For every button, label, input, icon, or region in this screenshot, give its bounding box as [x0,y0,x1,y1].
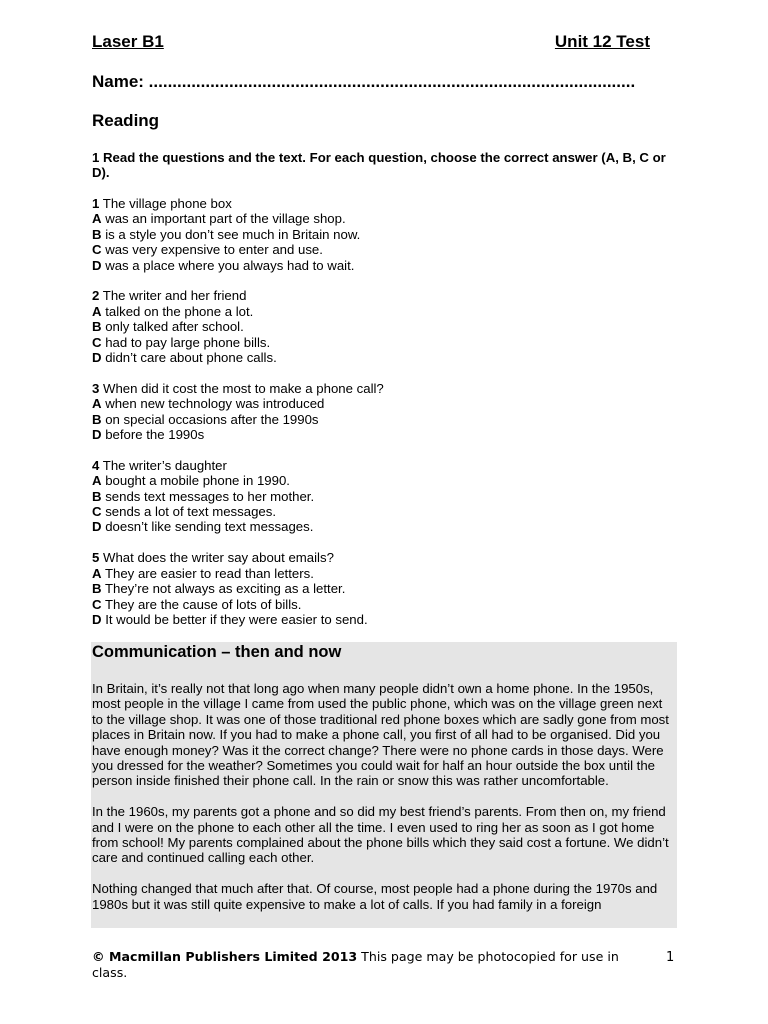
passage-paragraph: In the 1960s, my parents got a phone and so did my best friend’s parents. From then on, my friend and I were on the phone to each other all the time. I even used to ring her as soon as I got home from school! My parents complained about the phone bills which they said cost a fortune. We didn’t care and continued calling each other. [92,804,669,866]
question-number: 1 [92,196,100,211]
option-text: was an important part of the village shop. [101,211,346,227]
option-text: sends text messages to her mother. [101,488,315,504]
question-stem [92,550,684,565]
answer-option [92,258,684,273]
option-letter: A [92,303,102,319]
question-stem [92,288,684,303]
option-text: is a style you don’t see much in Britain now. [101,226,361,242]
answer-option [92,335,684,350]
question-stem [92,458,684,473]
option-letter: A [92,565,102,581]
question-list [92,196,684,643]
question-stem [92,381,684,396]
question-text: When did it cost the most to make a phone call? [99,380,384,396]
option-letter: B [92,411,102,427]
unit-title: Unit 12 Test [554,32,650,51]
option-text: on special occasions after the 1990s [101,411,319,427]
question-item [92,196,684,273]
option-letter: A [92,473,102,489]
page-number: 1 [666,950,675,965]
question-stem [92,196,684,211]
option-letter: B [92,226,102,242]
passage-paragraph: In Britain, it’s really not that long ago when many people didn’t own a home phone. In the 1950s, most people in the village I came from used the public phone, which was on the village green next to the village shop. It was one of those traditional red phone boxes which are sadly gone from most places in Britain now. If you had to make a phone call, you first of all had to be organised. Did you have enough money? Was it the correct change? There were no phone cards in those days. Were you dressed for the weather? Sometimes you could wait for half an hour outside the box until the person inside finished their phone call. In the rain or snow this was rather uncomfortable. [92,681,669,789]
question-text: The writer’s daughter [99,457,227,473]
passage-title: Communication – then and now [92,643,342,661]
answer-option [92,350,684,365]
question-number: 3 [92,380,100,396]
option-text: only talked after school. [101,319,244,335]
answer-option [92,211,684,226]
question-item [92,288,684,365]
option-letter: B [92,581,102,597]
page-footer [92,949,648,981]
question-number: 5 [92,550,100,566]
answer-option [92,519,684,534]
option-letter: B [92,488,102,504]
answer-option [92,612,684,627]
answer-option [92,597,684,612]
question-text: What does the writer say about emails? [99,550,334,566]
option-text: sends a lot of text messages. [101,504,276,520]
option-text: was very expensive to enter and use. [101,242,323,258]
question-number: 2 [92,288,100,304]
option-text: was a place where you always had to wait. [101,257,355,273]
option-letter: D [92,350,102,366]
question-item [92,458,684,535]
page-header [92,32,650,52]
option-text: didn’t care about phone calls. [101,350,277,366]
option-letter: D [92,611,102,627]
reading-passage [91,642,677,928]
option-text: They’re not always as exciting as a letter. [101,581,346,597]
option-letter: D [92,257,102,273]
question-number: 4 [92,457,100,473]
option-letter: C [92,504,102,520]
option-text: when new technology was introduced [101,396,325,412]
option-text: They are the cause of lots of bills. [101,596,302,612]
answer-option [92,489,684,504]
option-letter: D [92,427,102,443]
option-text: They are easier to read than letters. [101,565,314,581]
instruction-text: 1 Read the questions and the text. For each question, choose the correct answer (A, B, C or D). [92,150,666,181]
photocopy-note: This page may be photocopied for use in class. [92,949,619,980]
name-field-line: Name: ....................................................................................................... [92,72,636,91]
option-text: doesn’t like sending text messages. [101,519,314,535]
answer-option [92,319,684,334]
option-text: had to pay large phone bills. [101,334,271,350]
answer-option [92,412,684,427]
option-letter: C [92,334,102,350]
answer-option [92,566,684,581]
answer-option [92,242,684,257]
answer-option [92,504,684,519]
option-text: It would be better if they were easier to send. [101,611,368,627]
answer-option [92,473,684,488]
answer-option [92,396,684,411]
course-title: Laser B1 [92,32,164,51]
option-text: talked on the phone a lot. [101,303,254,319]
copyright-notice: © Macmillan Publishers Limited 2013 [92,949,358,964]
question-item [92,550,684,627]
passage-paragraph: Nothing changed that much after that. Of course, most people had a phone during the 1970s and 1980s but it was still quite expensive to make a lot of calls. If you had family in a foreign [92,881,658,912]
option-letter: A [92,211,102,227]
answer-option [92,304,684,319]
question-text: The writer and her friend [99,288,247,304]
question-text: The village phone box [99,196,232,211]
answer-option [92,227,684,242]
option-letter: D [92,519,102,535]
passage-body [92,681,676,927]
answer-option [92,581,684,596]
option-text: bought a mobile phone in 1990. [101,473,290,489]
question-item [92,381,684,443]
option-letter: C [92,242,102,258]
option-letter: C [92,596,102,612]
option-letter: B [92,319,102,335]
answer-option [92,427,684,442]
option-letter: A [92,396,102,412]
section-title: Reading [92,111,160,130]
option-text: before the 1990s [101,427,205,443]
